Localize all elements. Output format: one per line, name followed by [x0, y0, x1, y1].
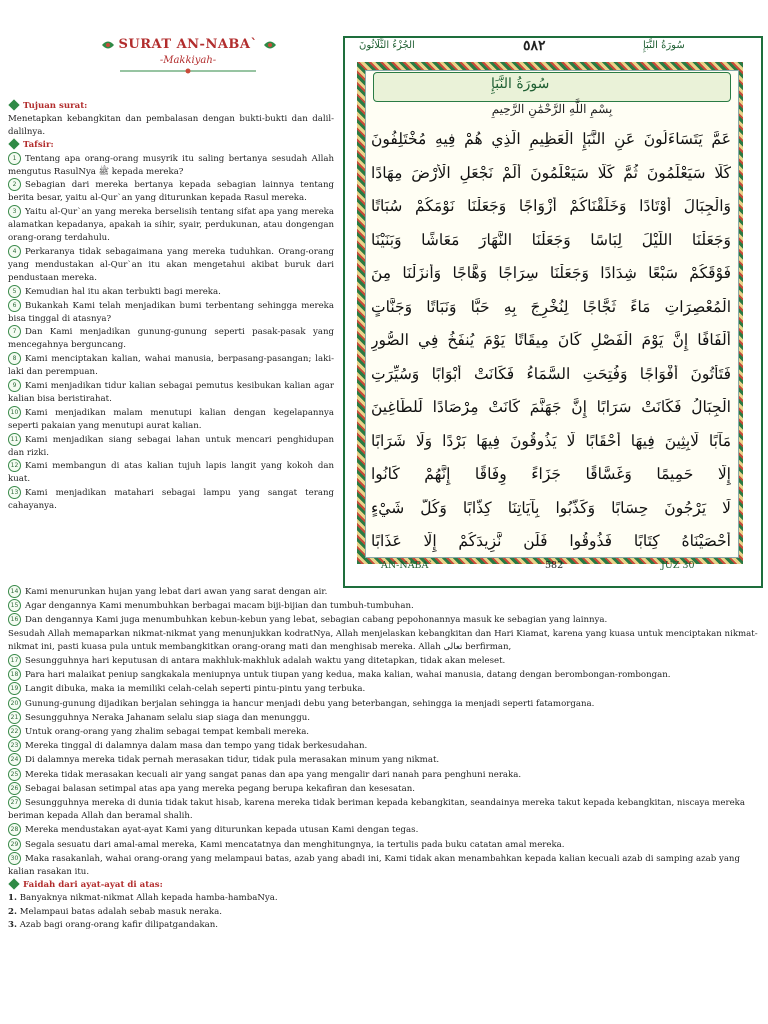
- ayah-line: الْمُعْصِرَاتِ مَاءً ثَجَّاجًا لِنُخْرِجَ بِهِ حَبًّا وَنَبَاتًا وَجَنَّاتٍ: [371, 297, 731, 316]
- ayah-line: كَلَّا سَيَعْلَمُونَ ثُمَّ كَلَّا سَيَعْلَمُونَ أَلَمْ نَجْعَلِ الْأَرْضَ مِهَادًا: [371, 163, 731, 182]
- verse-number-icon: 29: [8, 838, 21, 851]
- tafsir-item: [8, 668, 760, 682]
- faidah-number: 3.: [8, 919, 17, 930]
- mushaf-surah-label: سُورَةُ النَّبَإِ: [643, 40, 685, 51]
- verse-number-icon: 1: [8, 152, 21, 165]
- ayah-line: إِلَّا حَمِيمًا وَغَسَّاقًا جَزَاءً وِفَاقًا إِنَّهُمْ كَانُوا: [371, 465, 731, 483]
- faidah-heading: Faidah dari ayat-ayat di atas:: [23, 880, 163, 891]
- tafsir-text: Maka rasakanlah, wahai orang-orang yang melampaui batas, azab yang abadi ini, Kami tidak akan menambahkan kepada kalian kecuali azab di samping azab yang kalian rasakan itu.: [8, 853, 740, 878]
- tafsir-text: Segala sesuatu dari amal-amal mereka, Kami mencatatnya dan menghitungnya, ia tertulis pada buku catatan amal mereka.: [25, 839, 565, 850]
- faidah-text: Banyaknya nikmat-nikmat Allah kepada hamba-hambaNya.: [19, 893, 278, 904]
- ayah-line: فَتَأْتُونَ أَفْوَاجًا وَفُتِحَتِ السَّمَاءُ فَكَانَتْ أَبْوَابًا وَسُيِّرَتِ: [371, 364, 731, 383]
- tafsir-text: Kami menjadikan malam menutupi kalian dengan kegelapannya seperti pakaian yang menutupi aurat kalian.: [8, 407, 334, 431]
- verse-number-icon: 25: [8, 768, 21, 781]
- tafsir-text: Langit dibuka, maka ia memiliki celah-celah seperti pintu-pintu yang terbuka.: [25, 684, 366, 695]
- tafsir-text: Sebagian dari mereka bertanya kepada sebagian lainnya tentang berita besar, yaitu al-Qur`an yang diturunkan kepada Rasul mereka.: [8, 180, 334, 204]
- tafsir-item: [8, 725, 760, 739]
- verse-number-icon: 15: [8, 599, 21, 612]
- tafsir-item: [8, 245, 334, 285]
- verse-number-icon: 30: [8, 852, 21, 865]
- tafsir-item: [8, 768, 760, 782]
- full-tafsir-list: [8, 585, 760, 879]
- mushaf-footer-juz: JUZ 30: [661, 560, 695, 571]
- mushaf-page: [343, 36, 761, 586]
- tafsir-item: [8, 682, 760, 696]
- tafsir-text: Mereka tidak merasakan kecuali air yang sangat panas dan apa yang mengalir dari nanah para penghuni neraka.: [25, 769, 522, 780]
- tujuan-text: Menetapkan kebangkitan dan pembalasan dengan bukti-bukti dan dalil-dalilnya.: [8, 113, 334, 137]
- tafsir-item: [8, 152, 334, 179]
- tafsir-item: [8, 325, 334, 352]
- ayah-line: وَالْجِبَالَ أَوْتَادًا وَخَلَقْنَاكُمْ أَزْوَاجًا وَجَعَلْنَا نَوْمَكُمْ سُبَاتًا: [371, 197, 731, 215]
- tafsir-text: Kami membangun di atas kalian tujuh lapis langit yang kokoh dan kuat.: [8, 461, 334, 485]
- faidah-text: Azab bagi orang-orang kafir dilipatgandakan.: [19, 919, 219, 930]
- verse-number-icon: 18: [8, 668, 21, 681]
- verse-number-icon: 24: [8, 753, 21, 766]
- verse-number-icon: 10: [8, 406, 21, 419]
- tafsir-text: Bukankah Kami telah menjadikan bumi terbentang sehingga mereka bisa tinggal di atasnya?: [8, 300, 334, 324]
- verse-number-icon: 9: [8, 379, 21, 392]
- tafsir-item: [8, 753, 760, 767]
- tafsir-item: [8, 782, 760, 796]
- tafsir-item: [8, 459, 334, 486]
- faidah-list: [8, 892, 760, 932]
- tafsir-item: [8, 852, 760, 879]
- tafsir-item: [8, 299, 334, 326]
- tafsir-item: [8, 486, 334, 513]
- left-tafsir-list: [8, 152, 334, 513]
- verse-number-icon: 2: [8, 178, 21, 191]
- tafsir-text: Mereka tinggal di dalamnya dalam masa dan tempo yang tidak berkesudahan.: [25, 741, 368, 752]
- tafsir-text: Tentang apa orang-orang musyrik itu saling bertanya sesudah Allah mengutus RasulNya ﷺ kepada mereka?: [8, 153, 334, 177]
- tafsir-text: Sesungguhnya mereka di dunia tidak takut hisab, karena mereka tidak beriman kepada kebangkitan, seandainya mereka takut kepada kebangkitan, niscaya mereka beriman kepada Allah dan beramal shalih.: [8, 798, 746, 822]
- faidah-item: [8, 906, 760, 919]
- tafsir-text: Kami menjadikan matahari sebagai lampu yang sangat terang cahayanya.: [8, 488, 334, 512]
- tafsir-item: [8, 433, 334, 460]
- verse-number-icon: 23: [8, 739, 21, 752]
- tujuan-heading: Tujuan surat:: [23, 101, 88, 111]
- tafsir-item: [8, 739, 760, 753]
- verse-number-icon: 8: [8, 352, 21, 365]
- faidah-item: [8, 892, 760, 905]
- diamond-icon: [8, 99, 19, 110]
- tafsir-item: [8, 838, 760, 852]
- tafsir-text: Kami menjadikan siang sebagai lahan untuk mencari penghidupan dan rizki.: [8, 434, 334, 458]
- verse-number-icon: 21: [8, 711, 21, 724]
- tafsir-item: [8, 711, 760, 725]
- diamond-icon: [8, 138, 19, 149]
- verse-number-icon: 4: [8, 245, 21, 258]
- bismillah: بِسْمِ اللَّهِ الرَّحْمَٰنِ الرَّحِيمِ: [491, 102, 613, 116]
- mushaf-juz-label: الجُزْءُ الثَّلَاثُونَ: [359, 40, 415, 51]
- ayah-line: لَا يَرْجُونَ حِسَابًا وَكَذَّبُوا بِآيَاتِنَا كِذَّابًا وَكُلَّ شَيْءٍ: [371, 498, 731, 517]
- header-underline: [120, 68, 256, 74]
- tafsir-item: [8, 796, 760, 823]
- tafsir-text: Mereka mendustakan ayat-ayat Kami yang diturunkan kepada utusan Kami dengan tegas.: [25, 825, 419, 836]
- tafsir-item: [8, 599, 760, 613]
- tafsir-text: Untuk orang-orang yang zhalim sebagai tempat kembali mereka.: [25, 727, 310, 738]
- tafsir-text: Kami menjadikan tidur kalian sebagai pemutus kesibukan kalian agar kalian bisa beristirahat.: [8, 381, 334, 404]
- verse-number-icon: 22: [8, 725, 21, 738]
- mushaf-footer-page: 582: [545, 560, 564, 571]
- faidah-number: 2.: [8, 906, 17, 917]
- tafsir-text: Perkaranya tidak sebagaimana yang mereka tuduhkan. Orang-orang yang mendustakan al-Qur`an itu akan mengetahui akibat buruk dari pendustaan mereka.: [8, 246, 334, 283]
- faidah-text: Melampaui batas adalah sebab masuk neraka.: [19, 906, 222, 917]
- ayah-line: الْجِبَالُ فَكَانَتْ سَرَابًا إِنَّ جَهَنَّمَ كَانَتْ مِرْصَادًا لِّلطَّاغِينَ: [371, 398, 731, 416]
- ayah-line: أَلْفَافًا إِنَّ يَوْمَ الْفَصْلِ كَانَ مِيقَاتًا يَوْمَ يُنفَخُ فِي الصُّورِ: [371, 331, 731, 349]
- faidah-number: 1.: [8, 893, 17, 904]
- verse-number-icon: 13: [8, 486, 21, 499]
- ayah-line: أَحْصَيْنَاهُ كِتَابًا فَذُوقُوا فَلَن نَّزِيدَكُمْ إِلَّا عَذَابًا: [371, 532, 731, 550]
- tafsir-item: [8, 613, 760, 627]
- verse-number-icon: 20: [8, 697, 21, 710]
- tafsir-item: [8, 178, 334, 205]
- verse-number-icon: 5: [8, 285, 21, 298]
- header-ornament-right: [262, 38, 278, 52]
- ayah-line: مَآبًا لَّابِثِينَ فِيهَا أَحْقَابًا لَّا يَذُوقُونَ فِيهَا بَرْدًا وَلَا شَرَابًا: [371, 431, 731, 450]
- tafsir-item: [8, 823, 760, 837]
- left-tafsir-column: [8, 100, 334, 513]
- tafsir-text: Agar dengannya Kami menumbuhkan berbagai macam biji-bijian dan tumbuh-tumbuhan.: [25, 601, 414, 612]
- tafsir-text: Sebagai balasan setimpal atas apa yang mereka pegang berupa kekafiran dan kesesatan.: [25, 783, 415, 794]
- ayah-line: وَجَعَلْنَا اللَّيْلَ لِبَاسًا وَجَعَلْنَا النَّهَارَ مَعَاشًا وَبَنَيْنَا: [371, 230, 731, 249]
- surah-type: -Makkiyah-: [159, 55, 217, 66]
- tafsir-text: Sesudah Allah memaparkan nikmat-nikmat yang menunjukkan kodratNya, Allah menjelaskan kebangkitan dan Hari Kiamat, karena yang kuasa untuk menciptakan nikmat-nikmat ini, pasti kuasa pula untuk membangkitkan orang-orang mati dan menghisab mereka. Allah تعالى berfirman,: [8, 628, 758, 652]
- tafsir-text: Dan Kami menjadikan gunung-gunung seperti pasak-pasak yang mencegahnya berguncang.: [8, 327, 334, 351]
- ayah-line: عَمَّ يَتَسَاءَلُونَ عَنِ النَّبَإِ الْعَظِيمِ الَّذِي هُمْ فِيهِ مُخْتَلِفُونَ: [371, 130, 731, 148]
- diamond-icon: [8, 879, 19, 890]
- verse-number-icon: 7: [8, 325, 21, 338]
- tafsir-text: Yaitu al-Qur`an yang mereka berselisih tentang sifat apa yang mereka alamatkan kepadanya, apakah ia sihir, syair, perdukunan, atau dongengan orang-orang terdahulu.: [8, 207, 334, 244]
- tafsir-item: [8, 697, 760, 711]
- tafsir-text: Sesungguhnya Neraka Jahanam selalu siap siaga dan menunggu.: [25, 712, 310, 723]
- tafsir-text: Para hari malaikat peniup sangkakala meniupnya untuk tiupan yang kedua, maka kalian, wahai manusia, datang dengan berombongan-rombongan.: [25, 670, 671, 681]
- tafsir-item: [8, 406, 334, 433]
- surah-title: SURAT AN-NABA`: [118, 37, 258, 52]
- verse-number-icon: 17: [8, 654, 21, 667]
- verse-number-icon: 11: [8, 433, 21, 446]
- tafsir-item: [8, 352, 334, 379]
- tafsir-item: [8, 379, 334, 406]
- verse-number-icon: 12: [8, 459, 21, 472]
- tafsir-item: [8, 654, 760, 668]
- verse-number-icon: 16: [8, 613, 21, 626]
- tafsir-text: Kemudian hal itu akan terbukti bagi mereka.: [25, 286, 221, 297]
- faidah-item: [8, 919, 760, 932]
- verse-number-icon: 27: [8, 796, 21, 809]
- surah-banner: [373, 72, 731, 102]
- tafsir-item: [8, 205, 334, 245]
- tafsir-text: Kami menciptakan kalian, wahai manusia, berpasang-pasangan; laki-laki dan perempuan.: [8, 354, 334, 378]
- tafsir-text: Di dalamnya mereka tidak pernah merasakan tidur, tidak pula merasakan minum yang nikmat.: [25, 755, 440, 766]
- verse-number-icon: 14: [8, 585, 21, 598]
- full-tafsir-column: [8, 585, 760, 932]
- mushaf-footer-surah: AN-NABA`: [381, 560, 434, 571]
- verse-number-icon: 3: [8, 205, 21, 218]
- verse-number-icon: 28: [8, 823, 21, 836]
- surah-banner-name: سُورَةُ النَّبَإِ: [491, 76, 550, 92]
- verse-number-icon: 26: [8, 782, 21, 795]
- tafsir-text: Gunung-gunung dijadikan berjalan sehingga ia hancur menjadi debu yang beterbangan, sehingga ia menjadi seperti fatamorgana.: [25, 698, 595, 709]
- tafsir-text: Dan dengannya Kami juga menumbuhkan kebun-kebun yang lebat, sebagian cabang pepohonannya masuk ke sebagian yang lainnya.: [25, 615, 608, 626]
- tafsir-item: [8, 628, 760, 654]
- tafsir-heading: Tafsir:: [23, 139, 54, 150]
- tafsir-item: [8, 285, 334, 299]
- mushaf-page-number: ٥٨٢: [523, 38, 546, 54]
- tafsir-text: Sesungguhnya hari keputusan di antara makhluk-makhluk adalah waktu yang ditetapkan, tidak akan meleset.: [25, 656, 506, 667]
- verse-number-icon: 19: [8, 682, 21, 695]
- tafsir-text: Kami menurunkan hujan yang lebat dari awan yang sarat dengan air.: [25, 587, 328, 597]
- verse-number-icon: 6: [8, 299, 21, 312]
- ayah-line: فَوْقَكُمْ سَبْعًا شِدَادًا وَجَعَلْنَا سِرَاجًا وَهَّاجًا وَأَنزَلْنَا مِنَ: [371, 264, 731, 282]
